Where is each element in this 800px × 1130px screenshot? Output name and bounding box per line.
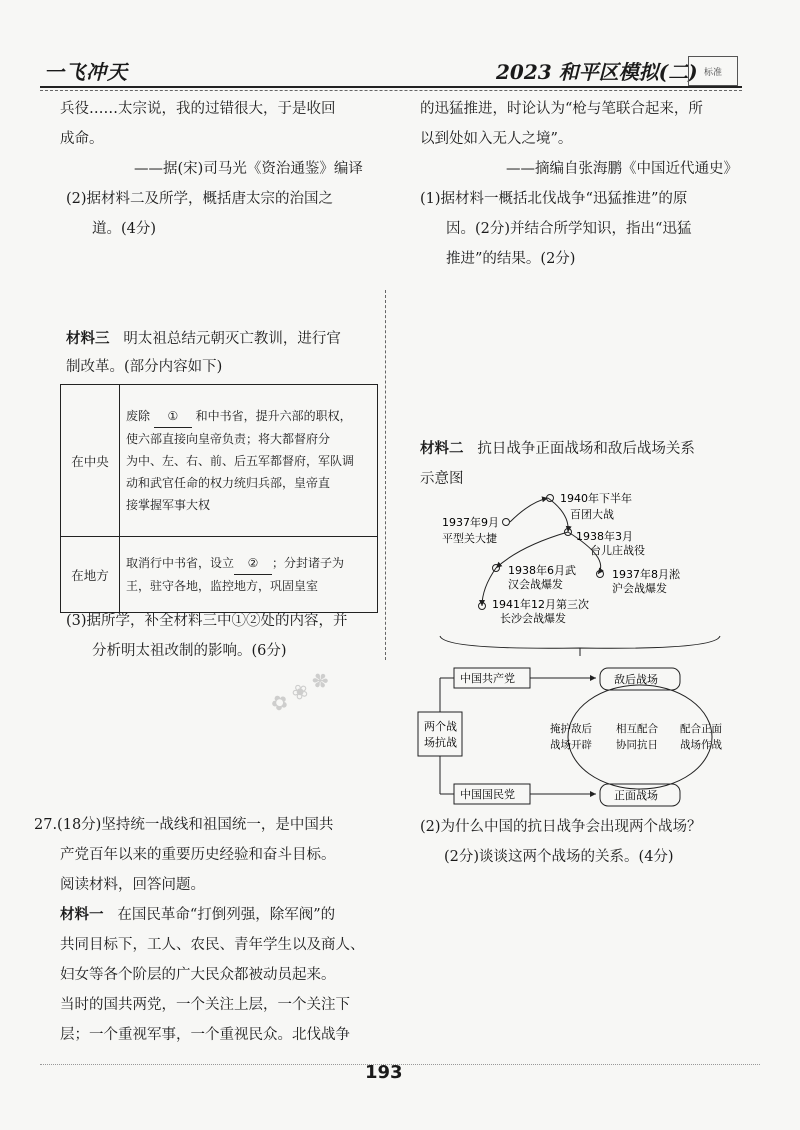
corner-logo: 标准 <box>688 56 738 86</box>
watermark-stamp: ✿ ❀ ✽ <box>266 666 334 717</box>
timeline-label: 1940年下半年 <box>560 492 632 505</box>
question-2-cont: (2分)谈谈这两个战场的关系。(4分) <box>444 849 674 865</box>
blank-2: ② <box>234 552 272 575</box>
relation-label: 相互配合 <box>616 723 658 735</box>
war-timeline <box>420 488 750 658</box>
material-1-text: 共同目标下，工人、农民、青年学生以及商人、 <box>60 937 365 953</box>
exam-title: 2023 和平区模拟(二) <box>496 60 698 84</box>
question-1-cont: 因。(2分)并结合所学知识，指出“迅猛 <box>446 221 692 237</box>
kmt-label: 中国国民党 <box>460 788 515 801</box>
material-1-text: 以到处如入无人之境”。 <box>420 131 573 147</box>
question-2-cont: 道。(4分) <box>92 221 157 237</box>
material-3-text: 制改革。(部分内容如下) <box>66 359 223 375</box>
question-3-cont: 分析明太祖改制的影响。(6分) <box>92 643 287 659</box>
front-battlefield-label: 正面战场 <box>614 789 658 802</box>
timeline-label: 沪会战爆发 <box>612 582 667 595</box>
two-fronts-label: 场抗战 <box>424 736 457 749</box>
question-27-cont: 阅读材料，回答问题。 <box>60 877 205 893</box>
material-2-text: 抗日战争正面战场和敌后战场关系 <box>477 441 695 457</box>
timeline-label: 1937年9月 <box>442 516 499 529</box>
two-fronts-box <box>418 712 462 756</box>
question-3: (3)据所学，补全材料三中①②处的内容，并 <box>66 613 348 629</box>
material-1-text: 在国民革命“打倒列强，除军阀”的 <box>117 907 336 923</box>
timeline-label: 台儿庄战役 <box>590 544 645 557</box>
material-3-text: 明太祖总结元朝灭亡教训，进行官 <box>123 331 341 347</box>
material-1-title: 材料一 <box>60 906 104 923</box>
table-cell-central: 废除 ① 和中书省，提升六部的职权， 使六部直接向皇帝负责；将大都督府分 为中、左、右、前、后五军都督府，军队调 动和武官任命的权力统归兵部，皇帝直 接掌握军事大权 <box>120 385 378 537</box>
timeline-label: 平型关大捷 <box>442 532 497 545</box>
timeline-label: 1937年8月淞 <box>612 568 680 581</box>
text-line: 兵役……太宗说，我的过错很大，于是收回 <box>60 101 336 117</box>
rear-battlefield-label: 敌后战场 <box>614 673 658 686</box>
table-label-central: 在中央 <box>61 385 120 537</box>
material-2-title: 材料二 <box>420 440 464 457</box>
table-label-local: 在地方 <box>61 537 120 613</box>
blank-1: ① <box>154 405 192 428</box>
relation-label: 掩护敌后 <box>550 723 592 735</box>
timeline-label: 1938年3月 <box>576 530 633 543</box>
question-2: (2)为什么中国的抗日战争会出现两个战场？ <box>420 819 702 835</box>
relation-label: 协同抗日 <box>616 739 658 751</box>
question-2: (2)据材料二及所学，概括唐太宗的治国之 <box>66 191 334 207</box>
header-rule <box>40 86 742 88</box>
arrow-1 <box>510 498 548 522</box>
relation-label: 战场作战 <box>680 739 722 751</box>
material-2-text: 示意图 <box>420 471 464 487</box>
material-3-title: 材料三 <box>66 330 110 347</box>
point-1937-9 <box>503 519 510 526</box>
question-27-cont: 产党百年以来的重要历史经验和奋斗目标。 <box>60 847 336 863</box>
table-cell-local: 取消行中书省，设立 ② ；分封诸子为 王，驻守各地，监控地方，巩固皇室 <box>120 537 378 613</box>
timeline-label: 1941年12月第三次 <box>492 598 589 611</box>
book-brand: 一飞冲天 <box>44 60 128 84</box>
material-1-text: 妇女等各个阶层的广大民众都被动员起来。 <box>60 967 336 983</box>
header-rule-dashed <box>40 90 742 91</box>
text-line: 成命。 <box>60 131 104 147</box>
cpc-label: 中国共产党 <box>460 672 515 685</box>
citation: ——摘编自张海鹏《中国近代通史》 <box>506 161 738 177</box>
relation-label: 战场开辟 <box>550 739 592 751</box>
citation: ——据(宋)司马光《资治通鉴》编译 <box>134 161 363 177</box>
relation-label: 配合正面 <box>680 723 722 735</box>
question-1: (1)据材料一概括北伐战争“迅猛推进”的原 <box>420 191 688 207</box>
battlefield-diagram <box>410 660 740 810</box>
question-1-cont: 推进”的结果。(2分) <box>446 251 576 267</box>
timeline-label: 汉会战爆发 <box>508 578 563 591</box>
timeline-label: 长沙会战爆发 <box>500 612 566 625</box>
material-1-text: 当时的国共两党，一个关注上层，一个关注下 <box>60 997 350 1013</box>
column-divider <box>385 290 386 660</box>
timeline-label: 百团大战 <box>570 508 614 521</box>
cycle-ellipse <box>568 685 712 789</box>
page-number: 193 <box>365 1062 403 1083</box>
question-27: 27.(18分)坚持统一战线和祖国统一，是中国共 <box>34 817 334 833</box>
material-1-text: 的迅猛推进，时论认为“枪与笔联合起来，所 <box>420 101 703 117</box>
two-fronts-label: 两个战 <box>424 720 457 733</box>
reform-table <box>60 384 378 613</box>
material-1-text: 层；一个重视军事，一个重视民众。北伐战争 <box>60 1027 350 1043</box>
timeline-brace <box>440 636 720 648</box>
arrow-4 <box>496 532 568 568</box>
timeline-label: 1938年6月武 <box>508 564 576 577</box>
